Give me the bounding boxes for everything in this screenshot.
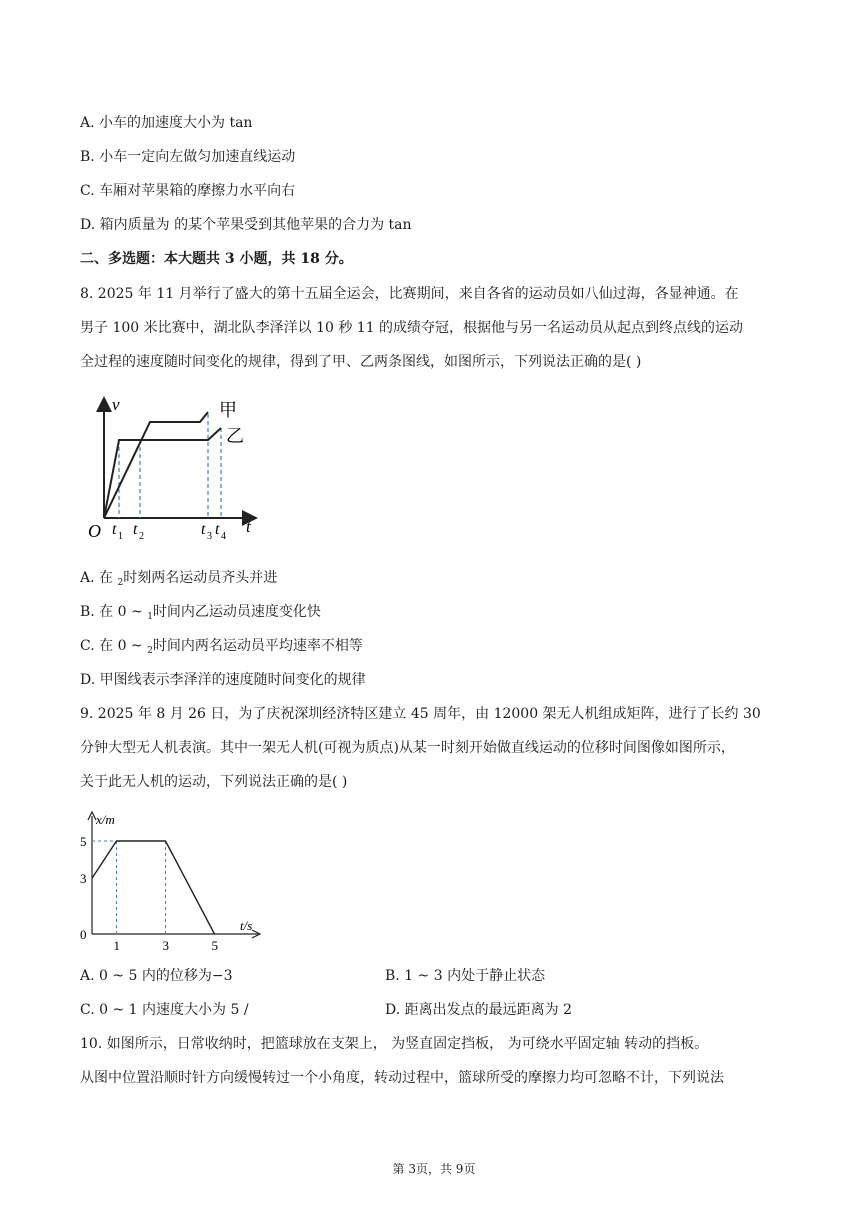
q8-option-b: B. 在 0 ~ $_1$时间内乙运动员速度变化快 [80, 604, 321, 622]
page-footer: 第 3页，共 9页 [392, 1162, 476, 1176]
q9-stem-line-2: 分钟大型无人机表演。其中一架无人机(可视为质点)从某一时刻开始做直线运动的位移时间图像如图所示， [80, 740, 735, 756]
v-axis-label: v [112, 395, 120, 414]
y-axis-label: x/m [96, 812, 115, 827]
q7-option-b: B. 小车一定向左做匀加速直线运动 [80, 149, 296, 165]
q8-velocity-time-graph [82, 392, 262, 547]
curve-yi-label: 乙 [226, 426, 244, 446]
t-axis-label: t [246, 517, 251, 536]
y-tick-label-5: 5 [80, 834, 87, 849]
q9-option-a: A. 0 ~ 5 内的位移为−3 [80, 968, 233, 984]
q9-option-c: C. 0 ~ 1 内速度大小为 5 / [80, 1002, 249, 1018]
q8-option-a: A. 在 $_2$时刻两名运动员齐头并进 [80, 570, 278, 588]
q7-option-a: A. 小车的加速度大小为 tan [80, 115, 253, 131]
tick-t3: t [201, 521, 206, 538]
section-heading: 二、多选题：本大题共 3 小题，共 18 分。 [80, 251, 353, 267]
curve-jia-label: 甲 [219, 400, 237, 420]
tick-t4: t [215, 521, 220, 538]
curve-yi [104, 428, 221, 518]
q8-stem-line-1: 8. 2025 年 11 月举行了盛大的第十五届全运会，比赛期间，来自各省的运动员如八仙过海，各显神通。在 [80, 286, 739, 302]
series-line [92, 841, 215, 934]
x-axis-label: t/s [240, 918, 253, 933]
tick-t2: t [133, 521, 138, 538]
tick-t1-sub: 1 [118, 531, 123, 542]
x-tick-label-5: 5 [211, 938, 218, 953]
q8-stem-line-2: 男子 100 米比赛中，湖北队李泽洋以 10 秒 11 的成绩夺冠，根据他与另一名运动员从起点到终点线的运动 [80, 320, 744, 336]
q7-option-c: C. 车厢对苹果箱的摩擦力水平向右 [80, 183, 296, 199]
tick-t3-sub: 3 [207, 531, 212, 542]
q10-stem-line-1: 10. 如图所示，日常收纳时，把篮球放在支架上， 为竖直固定挡板， 为可绕水平固定轴 转动的挡板。 [80, 1036, 709, 1052]
q9-stem-line-3: 关于此无人机的运动，下列说法正确的是( ) [80, 774, 348, 790]
tick-t4-sub: 4 [221, 531, 226, 542]
x-tick-label-3: 3 [162, 938, 169, 953]
q9-option-d: D. 距离出发点的最远距离为 2 [385, 1002, 572, 1018]
q10-stem-line-2: 从图中位置沿顺时针方向缓慢转过一个小角度，转动过程中，篮球所受的摩擦力均可忽略不计，下列说法 [80, 1070, 724, 1086]
origin-label: O [88, 521, 101, 541]
q8-option-d: D. 甲图线表示李泽洋的速度随时间变化的规律 [80, 672, 366, 688]
q9-option-b: B. 1 ~ 3 内处于静止状态 [385, 968, 546, 984]
y-tick-label-3: 3 [80, 871, 87, 887]
q9-displacement-time-chart [72, 806, 272, 956]
tick-t2-sub: 2 [139, 531, 144, 542]
q8-option-c: C. 在 0 ~ $_2$时间内两名运动员平均速率不相等 [80, 638, 363, 656]
y-tick-label-0: 0 [80, 927, 87, 942]
q7-option-d: D. 箱内质量为 的某个苹果受到其他苹果的合力为 tan [80, 217, 412, 233]
tick-t1: t [112, 521, 117, 538]
x-tick-label-1: 1 [113, 938, 120, 953]
q9-stem-line-1: 9. 2025 年 8 月 26 日，为了庆祝深圳经济特区建立 45 周年，由 12000 架无人机组成矩阵，进行了长约 30 [80, 706, 761, 722]
q8-stem-line-3: 全过程的速度随时间变化的规律，得到了甲、乙两条图线，如图所示，下列说法正确的是( ) [80, 354, 642, 370]
